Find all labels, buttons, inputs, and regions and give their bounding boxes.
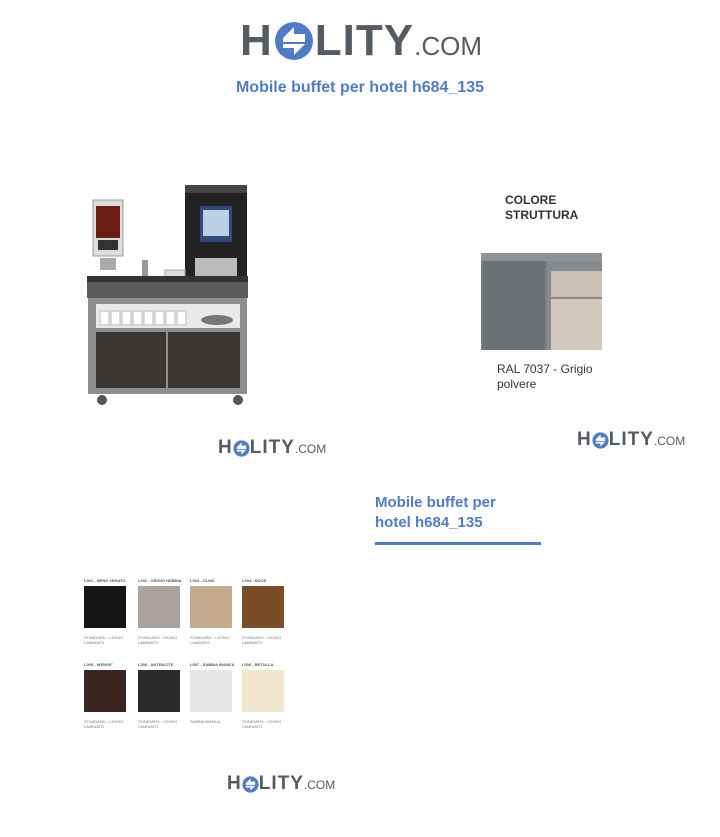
- section-title-line2: hotel h684_135: [375, 514, 483, 531]
- swatch-card[interactable]: [84, 578, 134, 645]
- structure-color-swatch: [481, 253, 602, 350]
- logo-o-icon: [274, 21, 314, 61]
- swatch-color: [190, 670, 232, 712]
- swatch-name: L002 - GRIGIO NEBBIA: [138, 578, 182, 583]
- swatch-color: [84, 586, 126, 628]
- swatch-name: L004 - NOCE: [242, 578, 267, 583]
- swatch-desc: SABBIA BIANCA: [190, 719, 221, 724]
- swatch-name: L003 - OLMO: [190, 578, 215, 583]
- logo-letters: LITY: [608, 429, 654, 450]
- ral-line2: polvere: [497, 377, 537, 391]
- product-title: Mobile buffet per hotel h684_135: [235, 79, 485, 96]
- swatch-name: L001 - NERO VENATO: [84, 578, 126, 583]
- swatch-desc: STANDARD - LEGNO LAMINATO: [84, 635, 124, 645]
- logo-o-icon: [592, 432, 609, 449]
- swatch-color: [138, 586, 180, 628]
- finish-swatches: [84, 578, 294, 738]
- logo-letter-h: H: [218, 437, 233, 458]
- brand-logo-top[interactable]: [240, 16, 482, 66]
- swatch-card[interactable]: [138, 578, 188, 645]
- section-title-line1: Mobile buffet per: [375, 494, 496, 511]
- swatch-name: L007 - SABBIA BIANCA: [190, 662, 235, 667]
- brand-logo-bottom[interactable]: [227, 773, 335, 795]
- swatch-card[interactable]: [84, 662, 134, 729]
- logo-domain: .COM: [303, 778, 336, 792]
- swatch-desc: STANDARD - LEGNO LAMINATO: [242, 635, 282, 645]
- colore-label-line2: STRUTTURA: [505, 208, 579, 222]
- ral-line1: RAL 7037 - Grigio: [497, 362, 593, 376]
- swatch-card[interactable]: [190, 578, 240, 645]
- logo-letters: LITY: [258, 773, 304, 794]
- logo-letters: LITY: [314, 16, 415, 65]
- swatch-color: [242, 670, 284, 712]
- section-title-underline: [375, 542, 541, 545]
- buffet-cabinet-image: [80, 180, 260, 410]
- swatch-desc: STANDARD - LEGNO LAMINATO: [84, 719, 124, 729]
- swatch-card[interactable]: [242, 578, 292, 645]
- swatch-desc: STANDARD - LEGNO LAMINATO: [138, 719, 178, 729]
- swatch-card[interactable]: [242, 662, 292, 729]
- logo-domain: .COM: [294, 442, 327, 456]
- logo-domain: .COM: [653, 434, 686, 448]
- logo-letter-h: H: [227, 773, 242, 794]
- swatch-name: L006 - ANTRACITE: [138, 662, 174, 667]
- logo-domain: .COM: [414, 31, 482, 61]
- swatch-card[interactable]: [138, 662, 188, 729]
- brand-logo-right[interactable]: [577, 429, 685, 451]
- swatch-name: L005 - WENGE': [84, 662, 113, 667]
- swatch-name: L008 - BETULLA: [242, 662, 274, 667]
- swatch-card[interactable]: [190, 662, 240, 724]
- logo-o-icon: [242, 776, 259, 793]
- logo-o-icon: [233, 440, 250, 457]
- logo-letter-h: H: [240, 16, 273, 65]
- colore-label-line1: COLORE: [505, 193, 557, 207]
- colore-struttura-label: [505, 193, 625, 223]
- logo-letters: LITY: [249, 437, 295, 458]
- swatch-desc: STANDARD - LEGNO LAMINATO: [190, 635, 230, 645]
- logo-letter-h: H: [577, 429, 592, 450]
- swatch-color: [190, 586, 232, 628]
- swatch-color: [84, 670, 126, 712]
- ral-color-label: [497, 362, 607, 392]
- swatch-desc: STANDARD - LEGNO LAMINATO: [138, 635, 178, 645]
- swatch-color: [242, 586, 284, 628]
- section-title: [375, 493, 555, 533]
- swatch-color: [138, 670, 180, 712]
- brand-logo-product[interactable]: [218, 437, 326, 459]
- swatch-desc: STANDARD - LEGNO LAMINATO: [242, 719, 282, 729]
